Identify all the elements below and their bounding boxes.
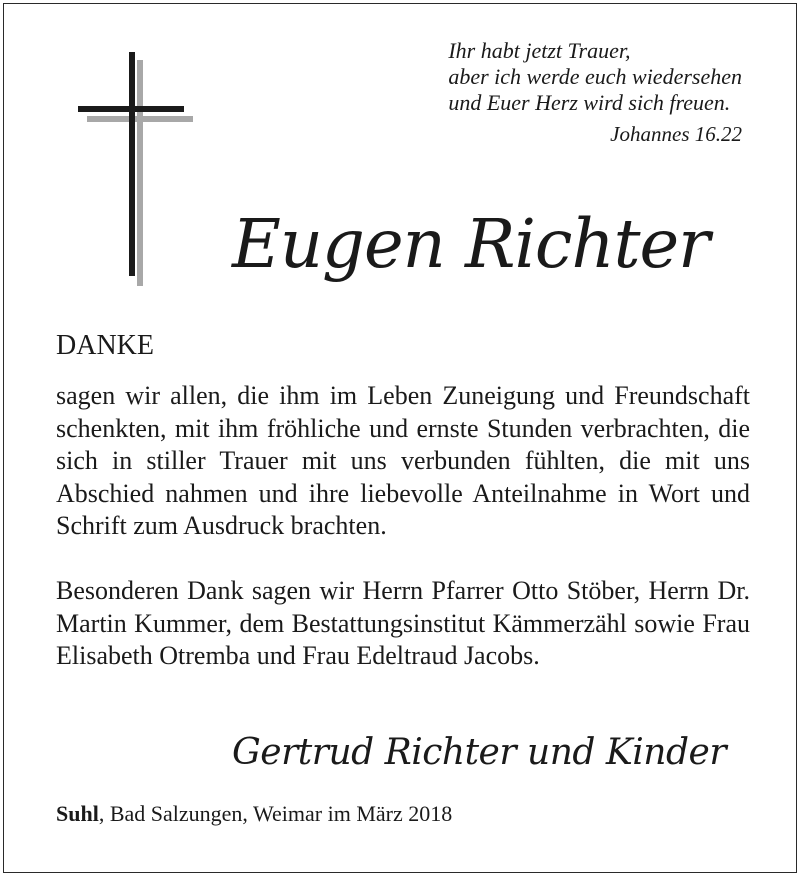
special-thanks-paragraph: Besonderen Dank sagen wir Herrn Pfarrer Otto Stöber, Herrn Dr. Martin Kummer, dem Bestattungsinstitut Kämmerzähl sowie Frau Elisabeth Otremba und Frau Edeltraud Jacobs.: [56, 576, 750, 670]
place-date-line: [56, 800, 452, 828]
bible-verse: [448, 38, 742, 116]
verse-line: und Euer Herz wird sich freuen.: [448, 90, 731, 115]
cross-icon: [74, 48, 196, 288]
cross-horizontal: [78, 106, 184, 112]
cross-vertical: [129, 52, 135, 276]
thanks-paragraph: sagen wir allen, die ihm im Leben Zuneigung und Freundschaft schenkten, mit ihm fröhliche und ernste Stunden verbrachten, die sich in stiller Trauer mit uns verbunden fühlten, die mit uns Abschied nahmen und ihre liebevolle Anteilnahme in Wort und Schrift zum Ausdruck brachten.: [56, 381, 750, 540]
verse-line: Ihr habt jetzt Trauer,: [448, 38, 631, 63]
place-bold: Suhl: [56, 801, 99, 826]
family-signature: Gertrud Richter und Kinder: [232, 732, 727, 773]
heading-danke: DANKE: [56, 330, 154, 361]
verse-line: aber ich werde euch wiedersehen: [448, 64, 742, 89]
cross-shadow-horizontal: [87, 116, 193, 122]
cross-shadow-vertical: [137, 60, 143, 286]
obituary-notice: [3, 3, 797, 873]
place-date-rest: , Bad Salzungen, Weimar im März 2018: [98, 801, 453, 826]
deceased-name: Eugen Richter: [232, 205, 710, 283]
verse-reference: Johannes 16.22: [610, 122, 742, 146]
